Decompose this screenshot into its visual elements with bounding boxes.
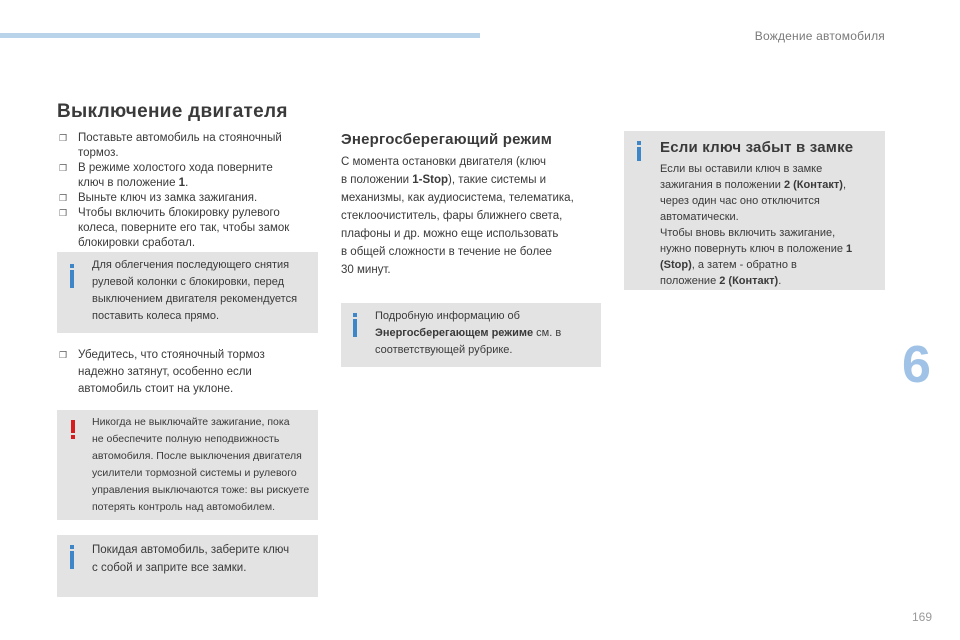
list-item: ❒ Выньте ключ из замка зажигания. — [59, 192, 258, 204]
page-title: Выключение двигателя — [57, 101, 288, 122]
info-icon — [70, 545, 74, 569]
list-item: ❒ В режиме холостого хода поверните ключ в положение 1. — [59, 162, 273, 189]
info-icon — [70, 264, 74, 288]
list-item: ❒ Убедитесь, что стояночный тормоз надежно затянут, особенно если автомобиль стоит на уклоне. — [59, 349, 265, 395]
energy-saving-text: С момента остановки двигателя (ключ в положении 1-Stop), такие системы и механизмы, как аудиосистема, телематика, стеклоочиститель, фары ближнего света, плафоны и др. можно еще использовать в общей сложности в течение не более 30 минут. — [341, 156, 574, 276]
section-header: Вождение автомобиля — [754, 29, 885, 43]
shutdown-steps — [57, 131, 327, 251]
info-box-lock: Покидая автомобиль, заберите ключ с собой и заприте все замки. — [57, 535, 318, 597]
info-box-steering: Для облегчения последующего снятия рулевой колонки с блокировки, перед выключением двигателя рекомендуется поставить колеса прямо. — [57, 252, 318, 333]
parking-brake-step — [57, 347, 327, 398]
checkbox-bullet-icon: ❒ — [59, 193, 68, 203]
energy-saving-title: Энергосберегающий режим — [341, 131, 553, 148]
checkbox-bullet-icon: ❒ — [59, 163, 68, 173]
checkbox-bullet-icon: ❒ — [59, 208, 68, 218]
warning-box: Никогда не выключайте зажигание, пока не обеспечите полную неподвижность автомобиля. После выключения двигателя усилители тормозной системы и рулевого управления выключаются тоже: вы рискуете потерять контроль над автомобилем. — [57, 410, 318, 520]
checkbox-bullet-icon: ❒ — [59, 133, 68, 143]
info-icon — [637, 141, 641, 161]
key-forgotten-box: Если ключ забыт в замке Если вы оставили ключ в замке зажигания в положении 2 (Контакт), через один час оно отключится автоматически. Чтобы вновь включить зажигание, нужно повернуть ключ в положение 1 (Stop), а затем - обратно в положение 2 (Контакт). — [624, 131, 885, 290]
key-forgotten-title: Если ключ забыт в замке — [660, 139, 854, 156]
warning-exclamation-icon — [71, 420, 75, 439]
info-icon — [353, 313, 357, 337]
list-item: ❒ Поставьте автомобиль на стояночный тормоз. — [59, 132, 282, 159]
chapter-number: 6 — [902, 336, 931, 394]
info-box-energy: Подробную информацию об Энергосберегающем режиме см. в соответствующей рубрике. — [341, 303, 601, 367]
header-accent-bar — [0, 33, 480, 38]
checkbox-bullet-icon: ❒ — [59, 350, 68, 360]
page-number: 169 — [912, 610, 933, 624]
list-item: ❒ Чтобы включить блокировку рулевого колеса, поверните его так, чтобы замок блокировки сработал. — [59, 207, 290, 249]
